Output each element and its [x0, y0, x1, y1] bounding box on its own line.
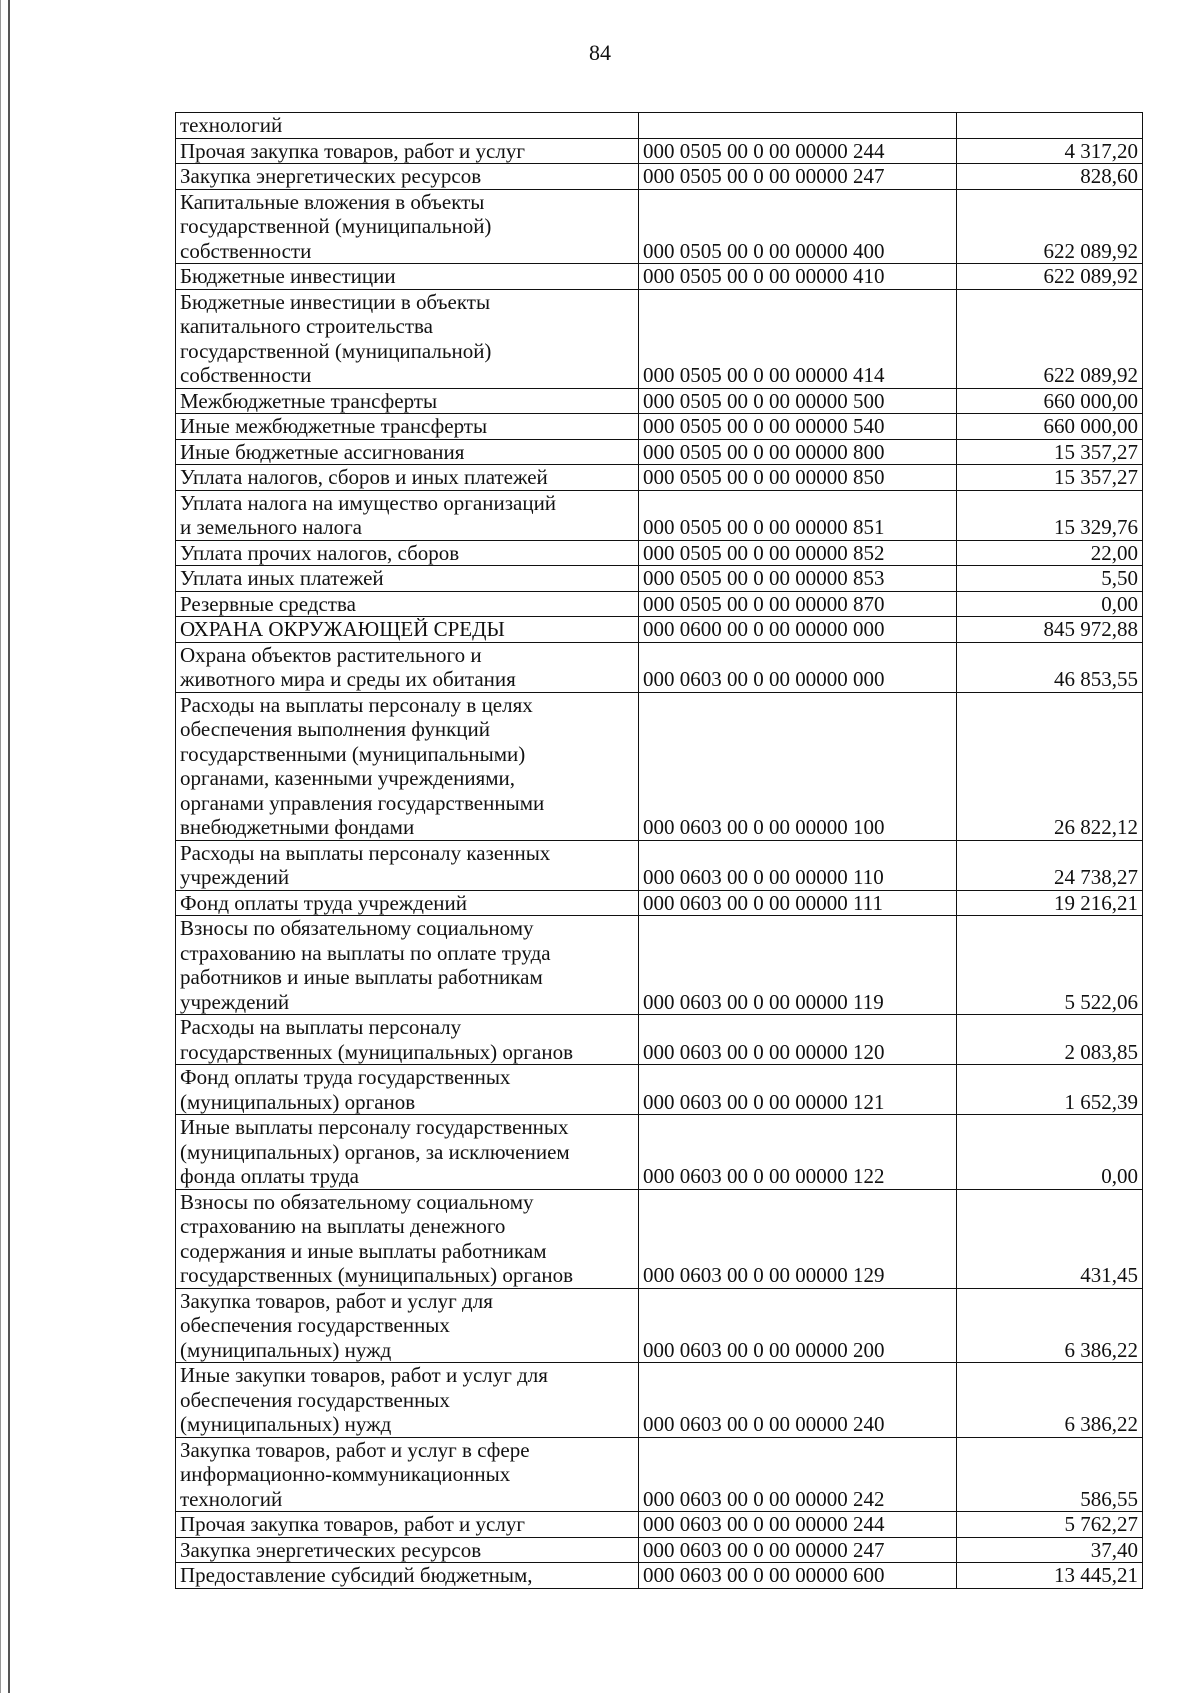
row-sum-cell: 22,00: [957, 540, 1143, 566]
row-sum-cell: 660 000,00: [957, 414, 1143, 440]
row-name-cell: Охрана объектов растительного и животного мира и среды их обитания: [176, 642, 639, 692]
table-row: [176, 1363, 1143, 1438]
table-row: [176, 1288, 1143, 1363]
row-code-cell: 000 0505 00 0 00 00000 414: [639, 289, 957, 388]
table-row: [176, 916, 1143, 1015]
row-name-cell: ОХРАНА ОКРУЖАЮЩЕЙ СРЕДЫ: [176, 617, 639, 643]
row-name-cell: Взносы по обязательному социальному страхованию на выплаты по оплате труда работников и иные выплаты работникам учреждений: [176, 916, 639, 1015]
table-row: [176, 490, 1143, 540]
table-row: [176, 388, 1143, 414]
table-row: [176, 113, 1143, 139]
table-row: [176, 1537, 1143, 1563]
row-sum-cell: 15 329,76: [957, 490, 1143, 540]
table-row: [176, 439, 1143, 465]
row-name-cell: Закупка энергетических ресурсов: [176, 164, 639, 190]
row-code-cell: 000 0600 00 0 00 00000 000: [639, 617, 957, 643]
table-row: [176, 1189, 1143, 1288]
row-name-cell: Уплата иных платежей: [176, 566, 639, 592]
row-sum-cell: 622 089,92: [957, 189, 1143, 264]
scan-edge-line-outer: [0, 0, 1, 1693]
row-sum-cell: 5,50: [957, 566, 1143, 592]
row-sum-cell: 5 522,06: [957, 916, 1143, 1015]
row-sum-cell: 660 000,00: [957, 388, 1143, 414]
table-row: [176, 1563, 1143, 1589]
row-sum-cell: 46 853,55: [957, 642, 1143, 692]
row-sum-cell: 15 357,27: [957, 465, 1143, 491]
row-code-cell: 000 0505 00 0 00 00000 851: [639, 490, 957, 540]
row-code-cell: 000 0603 00 0 00 00000 121: [639, 1065, 957, 1115]
row-sum-cell: 2 083,85: [957, 1015, 1143, 1065]
row-sum-cell: 0,00: [957, 591, 1143, 617]
row-name-cell: Межбюджетные трансферты: [176, 388, 639, 414]
table-row: [176, 1065, 1143, 1115]
row-code-cell: 000 0603 00 0 00 00000 120: [639, 1015, 957, 1065]
row-sum-cell: 0,00: [957, 1115, 1143, 1190]
row-code-cell: 000 0603 00 0 00 00000 240: [639, 1363, 957, 1438]
row-name-cell: Иные закупки товаров, работ и услуг для обеспечения государственных (муниципальных) нужд: [176, 1363, 639, 1438]
row-code-cell: 000 0603 00 0 00 00000 110: [639, 840, 957, 890]
row-name-cell: Капитальные вложения в объекты государственной (муниципальной) собственности: [176, 189, 639, 264]
row-sum-cell: 13 445,21: [957, 1563, 1143, 1589]
table-row: [176, 289, 1143, 388]
row-name-cell: Иные выплаты персоналу государственных (муниципальных) органов, за исключением фонда оплаты труда: [176, 1115, 639, 1190]
table-row: [176, 138, 1143, 164]
budget-table-body: [176, 113, 1143, 1589]
row-code-cell: 000 0505 00 0 00 00000 800: [639, 439, 957, 465]
row-code-cell: 000 0505 00 0 00 00000 500: [639, 388, 957, 414]
row-code-cell: 000 0505 00 0 00 00000 410: [639, 264, 957, 290]
row-code-cell: 000 0505 00 0 00 00000 850: [639, 465, 957, 491]
row-sum-cell: 19 216,21: [957, 890, 1143, 916]
table-row: [176, 642, 1143, 692]
row-code-cell: 000 0505 00 0 00 00000 244: [639, 138, 957, 164]
row-name-cell: Резервные средства: [176, 591, 639, 617]
row-name-cell: Расходы на выплаты персоналу государственных (муниципальных) органов: [176, 1015, 639, 1065]
row-code-cell: 000 0603 00 0 00 00000 111: [639, 890, 957, 916]
table-row: [176, 540, 1143, 566]
row-name-cell: Предоставление субсидий бюджетным,: [176, 1563, 639, 1589]
row-sum-cell: 26 822,12: [957, 692, 1143, 840]
row-sum-cell: 828,60: [957, 164, 1143, 190]
row-sum-cell: 431,45: [957, 1189, 1143, 1288]
row-name-cell: Уплата налогов, сборов и иных платежей: [176, 465, 639, 491]
table-row: [176, 1437, 1143, 1512]
row-code-cell: [639, 113, 957, 139]
row-sum-cell: 622 089,92: [957, 289, 1143, 388]
row-name-cell: Расходы на выплаты персоналу в целях обеспечения выполнения функций государственными (муниципальными) органами, казенными учреждениями, органами управления государственными внебюджетными фондами: [176, 692, 639, 840]
row-name-cell: Фонд оплаты труда учреждений: [176, 890, 639, 916]
row-sum-cell: 586,55: [957, 1437, 1143, 1512]
row-sum-cell: 6 386,22: [957, 1288, 1143, 1363]
table-row: [176, 264, 1143, 290]
page-number: 84: [589, 40, 611, 65]
row-code-cell: 000 0603 00 0 00 00000 129: [639, 1189, 957, 1288]
row-code-cell: 000 0505 00 0 00 00000 870: [639, 591, 957, 617]
table-row: [176, 189, 1143, 264]
row-code-cell: 000 0603 00 0 00 00000 600: [639, 1563, 957, 1589]
row-code-cell: 000 0505 00 0 00 00000 400: [639, 189, 957, 264]
table-row: [176, 840, 1143, 890]
row-code-cell: 000 0603 00 0 00 00000 122: [639, 1115, 957, 1190]
row-sum-cell: [957, 113, 1143, 139]
row-code-cell: 000 0505 00 0 00 00000 540: [639, 414, 957, 440]
row-code-cell: 000 0505 00 0 00 00000 853: [639, 566, 957, 592]
budget-table: [175, 112, 1143, 1589]
row-name-cell: Закупка энергетических ресурсов: [176, 1537, 639, 1563]
row-code-cell: 000 0603 00 0 00 00000 000: [639, 642, 957, 692]
row-sum-cell: 37,40: [957, 1537, 1143, 1563]
table-row: [176, 465, 1143, 491]
row-name-cell: Прочая закупка товаров, работ и услуг: [176, 138, 639, 164]
row-sum-cell: 5 762,27: [957, 1512, 1143, 1538]
row-code-cell: 000 0603 00 0 00 00000 119: [639, 916, 957, 1015]
table-row: [176, 617, 1143, 643]
row-name-cell: Расходы на выплаты персоналу казенных учреждений: [176, 840, 639, 890]
row-name-cell: Иные межбюджетные трансферты: [176, 414, 639, 440]
row-name-cell: Прочая закупка товаров, работ и услуг: [176, 1512, 639, 1538]
table-row: [176, 1115, 1143, 1190]
row-name-cell: Закупка товаров, работ и услуг в сфере информационно-коммуникационных технологий: [176, 1437, 639, 1512]
table-row: [176, 414, 1143, 440]
row-sum-cell: 1 652,39: [957, 1065, 1143, 1115]
row-name-cell: Взносы по обязательному социальному страхованию на выплаты денежного содержания и иные выплаты работникам государственных (муниципальных) органов: [176, 1189, 639, 1288]
row-code-cell: 000 0603 00 0 00 00000 100: [639, 692, 957, 840]
row-name-cell: Уплата налога на имущество организаций и земельного налога: [176, 490, 639, 540]
row-sum-cell: 15 357,27: [957, 439, 1143, 465]
row-code-cell: 000 0505 00 0 00 00000 247: [639, 164, 957, 190]
table-row: [176, 566, 1143, 592]
table-row: [176, 1015, 1143, 1065]
row-name-cell: Закупка товаров, работ и услуг для обеспечения государственных (муниципальных) нужд: [176, 1288, 639, 1363]
row-sum-cell: 622 089,92: [957, 264, 1143, 290]
row-code-cell: 000 0603 00 0 00 00000 200: [639, 1288, 957, 1363]
row-sum-cell: 24 738,27: [957, 840, 1143, 890]
table-row: [176, 1512, 1143, 1538]
row-name-cell: Иные бюджетные ассигнования: [176, 439, 639, 465]
row-name-cell: Бюджетные инвестиции в объекты капитального строительства государственной (муниципальной) собственности: [176, 289, 639, 388]
table-row: [176, 890, 1143, 916]
row-code-cell: 000 0603 00 0 00 00000 242: [639, 1437, 957, 1512]
table-row: [176, 591, 1143, 617]
row-sum-cell: 6 386,22: [957, 1363, 1143, 1438]
scan-edge-line: [8, 0, 10, 1693]
table-row: [176, 164, 1143, 190]
row-name-cell: Бюджетные инвестиции: [176, 264, 639, 290]
row-sum-cell: 4 317,20: [957, 138, 1143, 164]
row-name-cell: Фонд оплаты труда государственных (муниципальных) органов: [176, 1065, 639, 1115]
row-name-cell: технологий: [176, 113, 639, 139]
row-code-cell: 000 0603 00 0 00 00000 247: [639, 1537, 957, 1563]
row-name-cell: Уплата прочих налогов, сборов: [176, 540, 639, 566]
row-sum-cell: 845 972,88: [957, 617, 1143, 643]
row-code-cell: 000 0505 00 0 00 00000 852: [639, 540, 957, 566]
row-code-cell: 000 0603 00 0 00 00000 244: [639, 1512, 957, 1538]
table-row: [176, 692, 1143, 840]
